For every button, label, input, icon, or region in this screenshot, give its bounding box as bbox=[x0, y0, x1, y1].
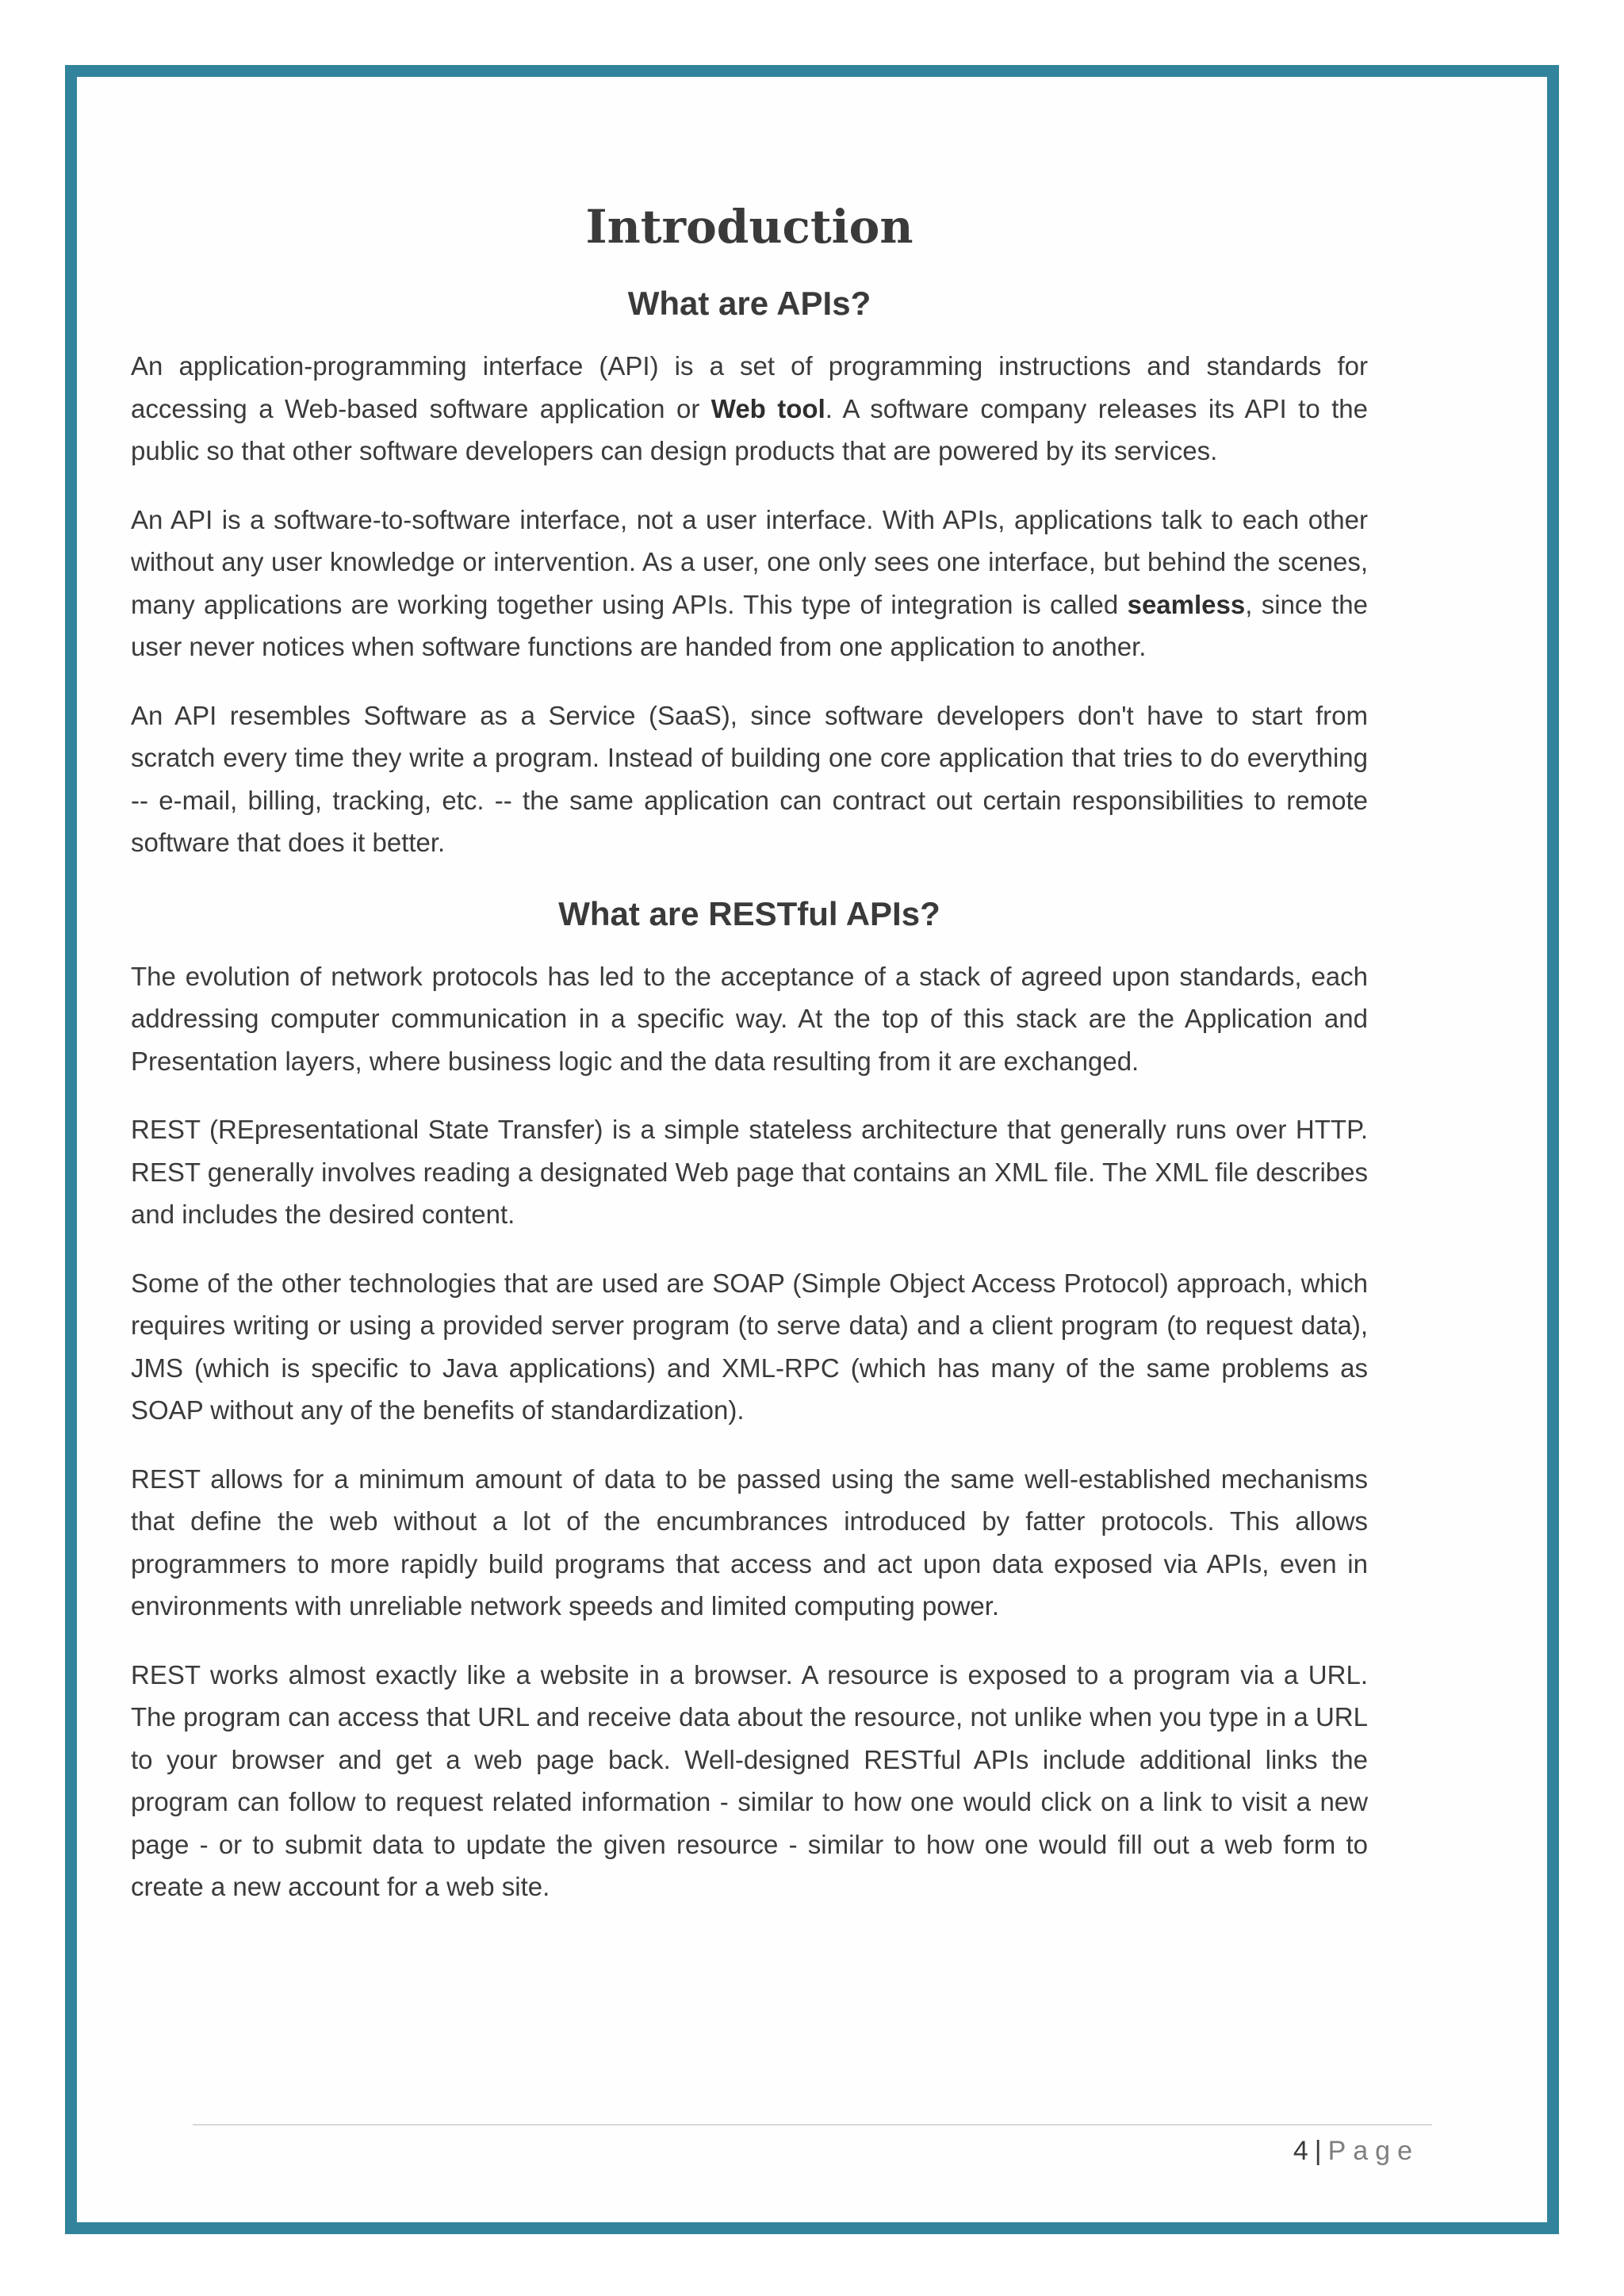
paragraph-text: , since the user never notices when software functions are handed from one application to another. bbox=[131, 589, 1368, 661]
paragraph: REST works almost exactly like a website in a browser. A resource is exposed to a program via a URL. The program can access that URL and receive data about the resource, not unlike when you type in a URL to your browser and get a web page back. Well-designed RESTful APIs include additional links the program can follow to request related information - similar to how one would click on a link to visit a new page - or to submit data to update the given resource - similar to how one would fill out a web form to create a new account for a web site. bbox=[131, 1659, 1368, 1901]
footer-separator: | bbox=[1314, 2136, 1322, 2166]
footer-divider bbox=[193, 2124, 1432, 2126]
paragraph-text: An application-programming interface (API) is a set of programming instructions and standards for accessing a Web-based software application or bbox=[131, 351, 1368, 423]
paragraph bbox=[131, 499, 1368, 668]
bold-term-web-tool: Web tool bbox=[710, 393, 825, 423]
paragraph-text: . A software company releases its API to the public so that other software developers can design products that are powered by its services. bbox=[131, 393, 1368, 465]
document-title: Introduction bbox=[585, 200, 914, 254]
section-heading-restful-apis: What are RESTful APIs? bbox=[558, 894, 940, 932]
paragraph: REST (REpresentational State Transfer) is a simple stateless architecture that generally runs over HTTP. REST generally involves reading a designated Web page that contains an XML file. The XML file describes and includes the desired content. bbox=[131, 1115, 1368, 1229]
page-number: 4 bbox=[1293, 2136, 1308, 2166]
paragraph: Some of the other technologies that are used are SOAP (Simple Object Access Protocol) approach, which requires writing or using a provided server program (to serve data) and a client program (to request data), JMS (which is specific to Java applications) and XML-RPC (which has many of the same problems as SOAP without any of the benefits of standardization). bbox=[131, 1268, 1368, 1425]
bold-term-seamless: seamless bbox=[1127, 589, 1246, 619]
document-body bbox=[131, 131, 1368, 1934]
paragraph: The evolution of network protocols has led to the acceptance of a stack of agreed upon standards, each addressing computer communication in a specific way. At the top of this stack are the Application and Presentation layers, where business logic and the data resulting from it are exchanged. bbox=[131, 961, 1368, 1076]
page-label: Page bbox=[1327, 2136, 1419, 2166]
page-footer bbox=[1293, 2131, 1419, 2171]
section-heading-apis: What are APIs? bbox=[627, 285, 871, 322]
paragraph-text: An API is a software-to-software interface, not a user interface. With APIs, applications talk to each other without any user knowledge or intervention. As a user, one only sees one interface, but behind the scenes, many applications are working together using APIs. This type of integration is called bbox=[131, 504, 1368, 619]
paragraph: REST allows for a minimum amount of data to be passed using the same well-established mechanisms that define the web without a lot of the encumbrances introduced by fatter protocols. This allows programmers to more rapidly build programs that access and act upon data exposed via APIs, even in environments with unreliable network speeds and limited computing power. bbox=[131, 1464, 1368, 1621]
paragraph: An API resembles Software as a Service (SaaS), since software developers don't have to start from scratch every time they write a program. Instead of building one core application that tries to do everything -- e-mail, billing, tracking, etc. -- the same application can contract out certain responsibilities to remote software that does it better. bbox=[131, 700, 1368, 857]
paragraph bbox=[131, 345, 1368, 473]
